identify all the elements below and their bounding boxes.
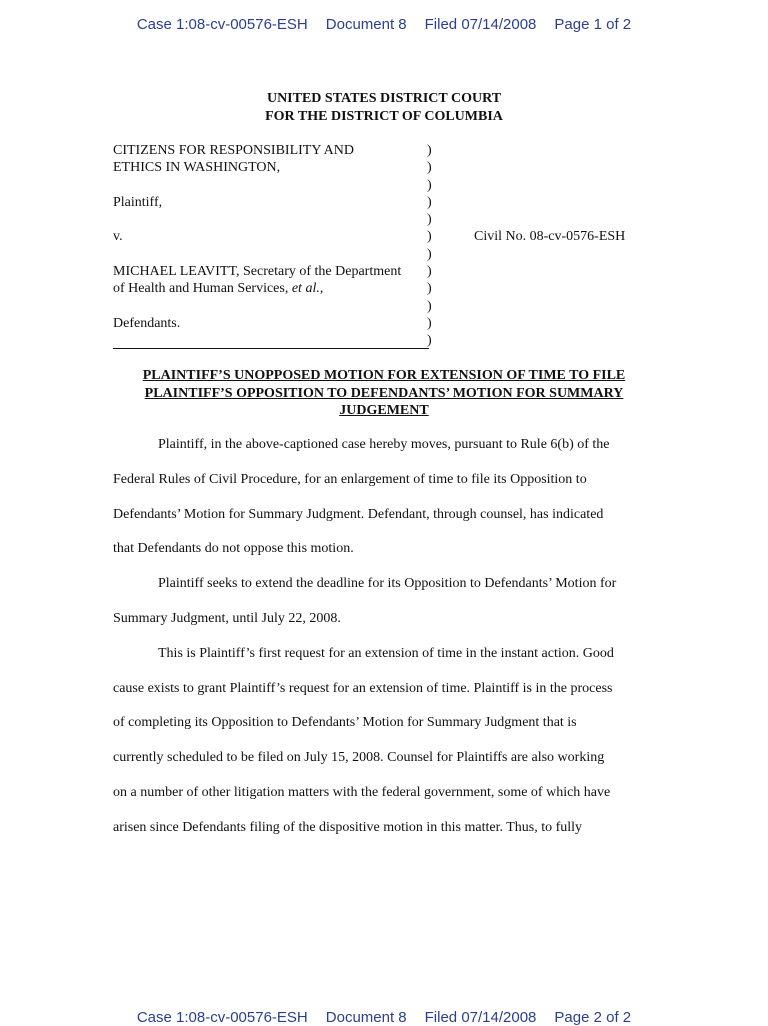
defendants-label: Defendants. bbox=[113, 315, 181, 331]
document-number: Document 8 bbox=[325, 1009, 407, 1026]
motion-body bbox=[113, 430, 658, 848]
case-number: Case 1:08-cv-00576-ESH bbox=[136, 16, 308, 33]
next-page-header bbox=[0, 1009, 768, 1026]
body-line: Plaintiff seeks to extend the deadline for its Opposition to Defendants’ Motion for bbox=[158, 576, 617, 592]
motion-title bbox=[113, 367, 655, 420]
civil-case-number: Civil No. 08-cv-0576-ESH bbox=[474, 229, 626, 244]
body-line: This is Plaintiff’s first request for an extension of time in the instant action. Good bbox=[158, 645, 614, 661]
caption-parentheses: ) ) ) ) ) ) ) ) ) ) ) ) bbox=[427, 143, 432, 349]
body-line: cause exists to grant Plaintiff’s request for an extension of time. Plaintiff is in the process bbox=[113, 680, 613, 696]
plaintiff-name-line-2: ETHICS IN WASHINGTON, bbox=[113, 160, 281, 176]
body-line: on a number of other litigation matters with the federal government, some of which have bbox=[113, 784, 611, 800]
defendant-line-1: MICHAEL LEAVITT, Secretary of the Department bbox=[113, 264, 402, 280]
filed-date: Filed 07/14/2008 bbox=[424, 1009, 537, 1026]
page-indicator: Page 2 of 2 bbox=[554, 1009, 632, 1026]
motion-title-line-2: PLAINTIFF’S OPPOSITION TO DEFENDANTS’ MOTION FOR SUMMARY bbox=[144, 385, 624, 401]
body-line: Defendants’ Motion for Summary Judgment. Defendant, through counsel, has indicated bbox=[113, 506, 604, 522]
court-heading bbox=[0, 90, 768, 126]
defendant-line-2: of Health and Human Services, et al., bbox=[113, 281, 324, 297]
court-district: FOR THE DISTRICT OF COLUMBIA bbox=[265, 109, 503, 124]
plaintiff-label: Plaintiff, bbox=[113, 194, 163, 210]
plaintiff-name-line-1: CITIZENS FOR RESPONSIBILITY AND bbox=[113, 143, 354, 158]
filed-date: Filed 07/14/2008 bbox=[424, 16, 537, 33]
versus: v. bbox=[113, 229, 123, 245]
motion-title-line-3: JUDGEMENT bbox=[339, 403, 429, 418]
body-line: Plaintiff, in the above-captioned case hereby moves, pursuant to Rule 6(b) of the bbox=[158, 437, 610, 452]
caption-rule bbox=[113, 348, 429, 349]
body-line: arisen since Defendants filing of the dispositive motion in this matter. Thus, to fully bbox=[113, 819, 583, 835]
page-header bbox=[0, 16, 768, 33]
court-name: UNITED STATES DISTRICT COURT bbox=[266, 91, 502, 106]
motion-title-line-1: PLAINTIFF’S UNOPPOSED MOTION FOR EXTENSION OF TIME TO FILE bbox=[142, 368, 626, 383]
body-line: Summary Judgment, until July 22, 2008. bbox=[113, 610, 341, 626]
body-line: that Defendants do not oppose this motion. bbox=[113, 541, 354, 557]
body-line: of completing its Opposition to Defendants’ Motion for Summary Judgment that is bbox=[113, 715, 577, 731]
et-al: et al. bbox=[291, 281, 320, 297]
body-line: Federal Rules of Civil Procedure, for an enlargement of time to file its Opposition to bbox=[113, 471, 587, 487]
case-number: Case 1:08-cv-00576-ESH bbox=[136, 1009, 308, 1026]
body-line: currently scheduled to be filed on July 15, 2008. Counsel for Plaintiffs are also working bbox=[113, 750, 605, 766]
document-number: Document 8 bbox=[325, 16, 407, 33]
case-caption bbox=[113, 142, 433, 332]
page-indicator: Page 1 of 2 bbox=[554, 16, 632, 33]
